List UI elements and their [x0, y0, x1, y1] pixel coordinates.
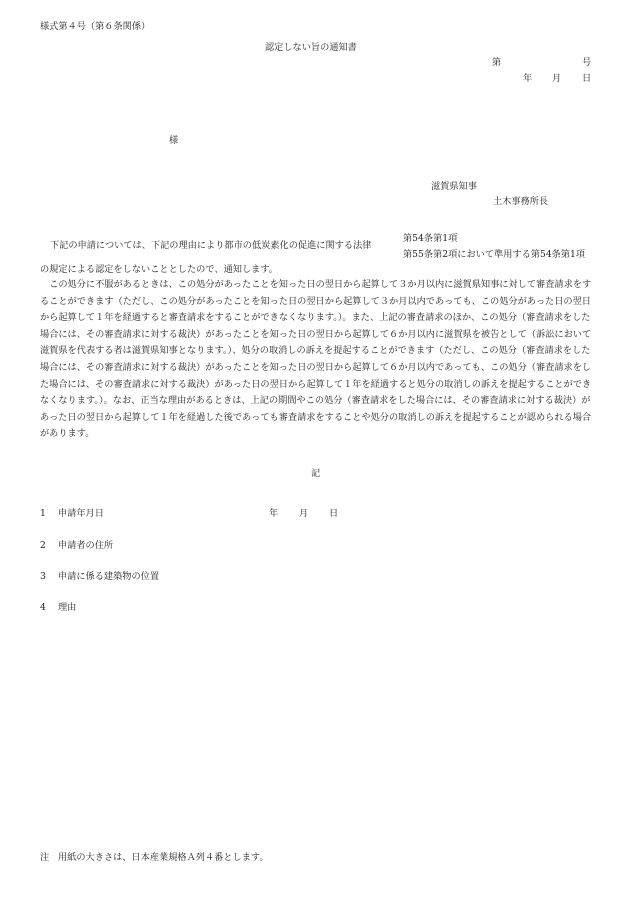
- ki-heading: 記: [311, 468, 321, 479]
- doc-number-dai: 第: [492, 57, 502, 68]
- item-label: 申請年月日: [58, 508, 104, 519]
- intro-article-option-1: 第54条第1項: [403, 233, 458, 244]
- item-number: 3: [40, 571, 46, 582]
- document-title: 認定しない旨の通知書: [265, 42, 357, 53]
- intro-lead: 下記の申請については、下記の理由により都市の低炭素化の促進に関する法律: [50, 240, 372, 251]
- date-month: 月: [552, 73, 562, 84]
- doc-number-go: 号: [582, 57, 592, 68]
- item-label: 理由: [58, 602, 77, 613]
- item-date-day: 日: [329, 508, 339, 519]
- item-number: 2: [40, 540, 46, 551]
- intro-tail: の規定による認定をしないこととしたので、通知します。: [40, 264, 278, 275]
- item-date-month: 月: [299, 508, 309, 519]
- footnote-mark: 注: [40, 852, 50, 863]
- item-number: 1: [40, 508, 46, 519]
- appeal-notice-paragraph: この処分に不服があるときは、この処分があったことを知った日の翌日から起算して３か月以内に滋賀県知事に対して審査請求をすることができます（ただし、この処分があったことを知った日の翌日から起算して３か月以内であっても、この処分があった日の翌日から起算して１年を経過すると審査請求をすることができなくなります。）。また、上記の審査請求のほか、この処分（審査請求をした場合には、その審査請求に対する裁決）があったことを知った日の翌日から起算して６か月以内に滋賀県を被告として（訴訟において滋賀県を代表する者は滋賀県知事となります。）、処分の取消しの訴えを提起することができます（ただし、この処分（審査請求をした場合には、その審査請求に対する裁決）があったことを知った日の翌日から起算して６か月以内であっても、この処分（審査請求をした場合には、その審査請求に対する裁決）があった日の翌日から起算して１年を経過すると処分の取消しの訴えを提起することができなくなります。）。なお、正当な理由があるときは、上記の期間やこの処分（審査請求をした場合には、その審査請求に対する裁決）があった日の翌日から起算して１年を経過した後であっても審査請求をすることや処分の取消しの訴えを提起することが認められる場合があります。: [40, 279, 592, 440]
- item-number: 4: [40, 602, 46, 613]
- form-label: 様式第４号（第６条関係）: [40, 21, 151, 32]
- issuer-office-chief: 土木事務所長: [493, 196, 549, 207]
- item-date-year: 年: [269, 508, 279, 519]
- date-day: 日: [582, 73, 592, 84]
- intro-article-option-2: 第55条第2項において準用する第54条第1項: [403, 249, 586, 260]
- issuer-governor: 滋賀県知事: [431, 181, 477, 192]
- item-label: 申請者の住所: [58, 540, 114, 551]
- item-label: 申請に係る建築物の位置: [58, 571, 160, 582]
- footnote-text: 用紙の大きさは、日本産業規格Ａ列４番とします。: [58, 852, 269, 863]
- date-year: 年: [523, 73, 533, 84]
- addressee-suffix: 様: [169, 135, 179, 146]
